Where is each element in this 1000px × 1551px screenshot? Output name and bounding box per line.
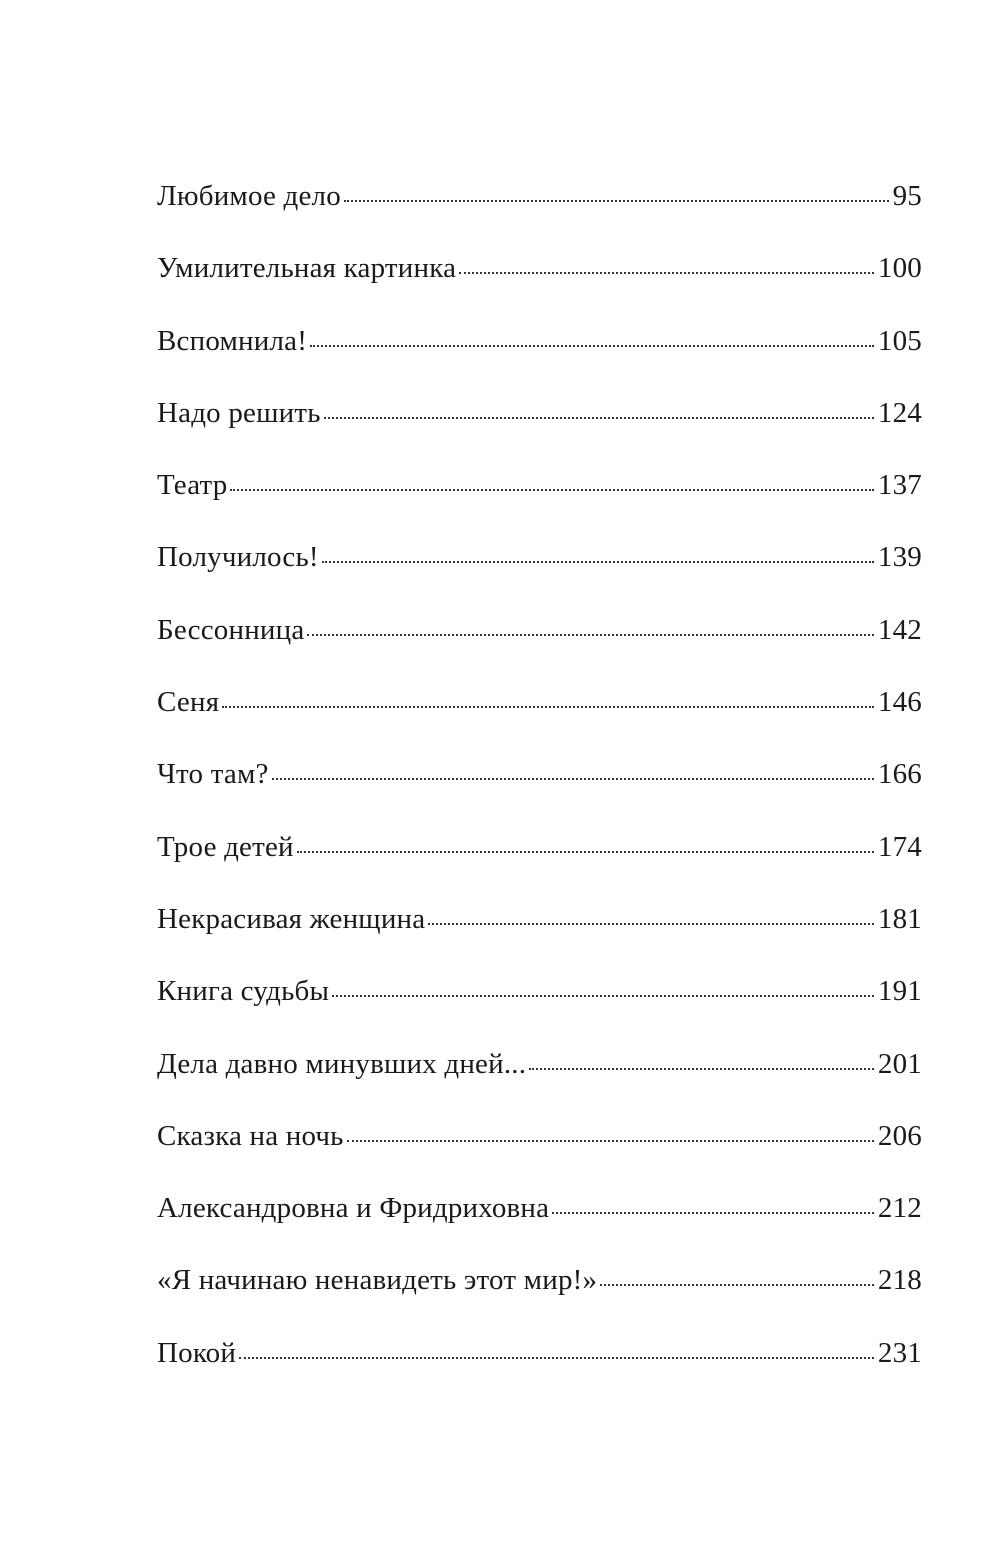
toc-entry-page: 206 xyxy=(877,1119,922,1152)
dot-leader xyxy=(322,560,874,563)
toc-entry-page: 201 xyxy=(877,1047,922,1080)
toc-entry-page: 139 xyxy=(877,541,922,574)
toc-entry xyxy=(157,1048,922,1120)
toc-entry-title: Театр xyxy=(157,469,228,502)
toc-entry-title: Сеня xyxy=(157,686,220,719)
toc-entry-title: Любимое дело xyxy=(157,180,341,212)
toc-entry-title: Что там? xyxy=(157,758,269,791)
toc-entry xyxy=(157,1337,922,1409)
toc-entry-title: Вспомнила! xyxy=(157,324,308,357)
dot-leader xyxy=(332,994,874,997)
toc-entry xyxy=(157,903,922,975)
toc-entry xyxy=(157,1192,922,1264)
toc-entry xyxy=(157,469,922,541)
dot-leader xyxy=(230,488,873,491)
toc-entry-page: 100 xyxy=(877,252,922,285)
dot-leader xyxy=(600,1283,874,1286)
toc-entry-title: Получилось! xyxy=(157,541,319,574)
table-of-contents xyxy=(157,180,922,1409)
toc-entry-page: 174 xyxy=(877,830,922,863)
toc-entry xyxy=(157,758,922,830)
toc-entry-title: Сказка на ночь xyxy=(157,1119,344,1152)
dot-leader xyxy=(239,1356,874,1359)
toc-entry xyxy=(157,252,922,324)
toc-entry xyxy=(157,397,922,469)
toc-entry xyxy=(157,614,922,686)
toc-entry-page: 105 xyxy=(877,324,922,357)
dot-leader xyxy=(459,271,874,274)
dot-leader xyxy=(272,777,874,780)
toc-entry-page: 166 xyxy=(877,758,922,791)
dot-leader xyxy=(310,344,874,347)
toc-entry-page: 137 xyxy=(877,469,922,502)
toc-entry xyxy=(157,541,922,613)
toc-entry-page: 124 xyxy=(877,396,922,429)
toc-entry-title: Некрасивая женщина xyxy=(157,902,426,935)
toc-entry-title: Надо решить xyxy=(157,396,321,429)
dot-leader xyxy=(344,199,889,202)
dot-leader xyxy=(347,1139,874,1142)
toc-entry-title: Покой xyxy=(157,1336,237,1369)
toc-entry xyxy=(157,325,922,397)
toc-entry-page: 218 xyxy=(877,1264,922,1297)
toc-entry-title: Трое детей xyxy=(157,830,294,863)
toc-entry-title: Умилительная картинка xyxy=(157,252,457,285)
toc-entry-title: Александровна и Фридриховна xyxy=(157,1192,550,1225)
toc-entry xyxy=(157,1264,922,1336)
toc-entry-title: «Я начинаю ненавидеть этот мир!» xyxy=(157,1264,598,1297)
toc-entry-page: 191 xyxy=(877,975,922,1008)
toc-entry xyxy=(157,180,922,252)
toc-entry xyxy=(157,686,922,758)
toc-entry-page: 212 xyxy=(877,1192,922,1225)
toc-entry-page: 142 xyxy=(877,613,922,646)
dot-leader xyxy=(297,850,874,853)
toc-entry xyxy=(157,831,922,903)
dot-leader xyxy=(529,1067,874,1070)
toc-entry-page: 231 xyxy=(877,1336,922,1369)
dot-leader xyxy=(428,922,874,925)
toc-entry-page: 95 xyxy=(892,180,922,212)
dot-leader xyxy=(552,1211,874,1214)
dot-leader xyxy=(324,416,874,419)
toc-entry-title: Дела давно минувших дней... xyxy=(157,1047,527,1080)
toc-entry-title: Бессонница xyxy=(157,613,305,646)
toc-entry-page: 181 xyxy=(877,902,922,935)
dot-leader xyxy=(222,705,874,708)
toc-entry xyxy=(157,1120,922,1192)
toc-entry-page: 146 xyxy=(877,686,922,719)
toc-entry xyxy=(157,975,922,1047)
dot-leader xyxy=(307,633,873,636)
toc-entry-title: Книга судьбы xyxy=(157,975,330,1008)
